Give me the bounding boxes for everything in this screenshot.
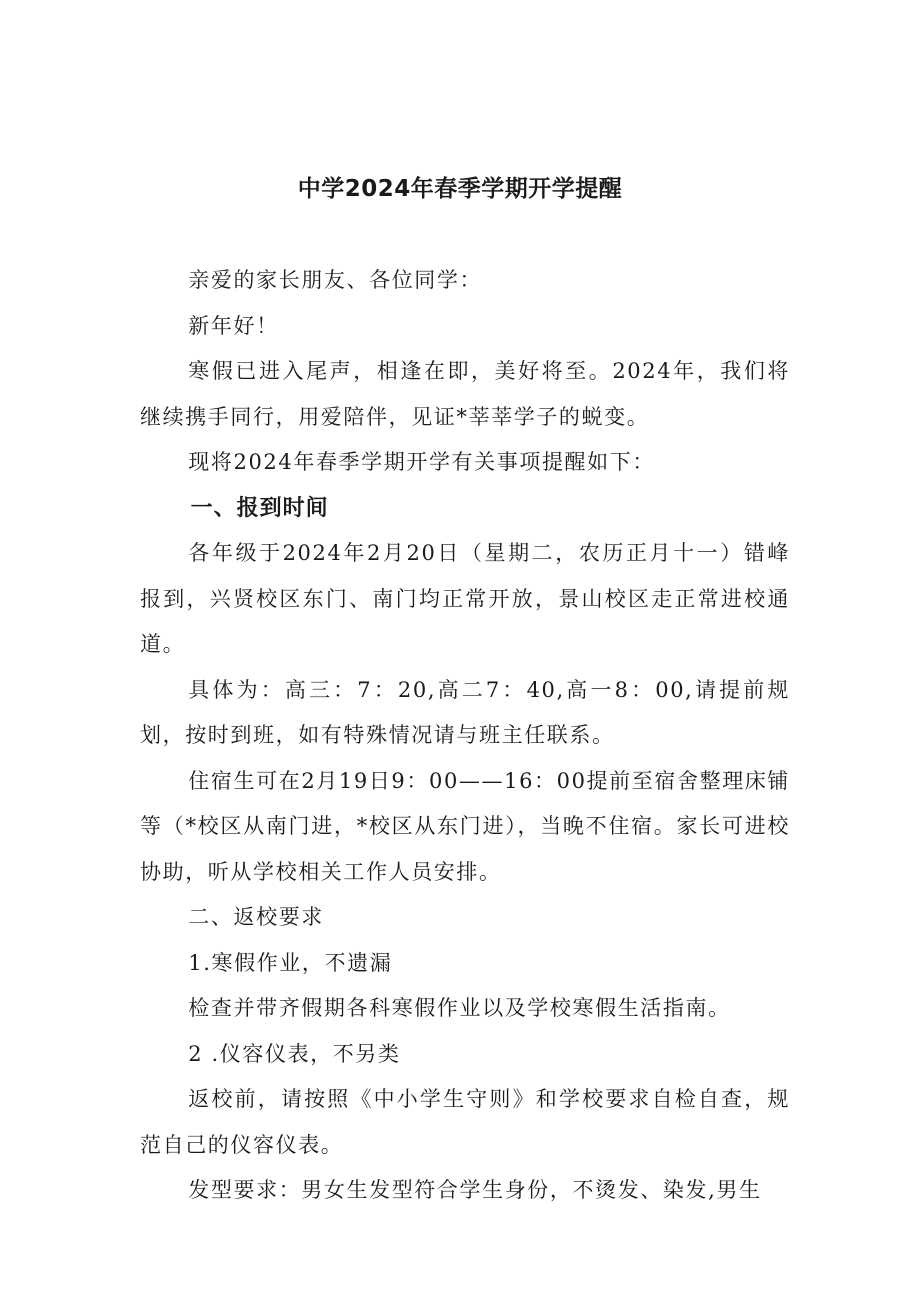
homework-paragraph: 检查并带齐假期各科寒假作业以及学校寒假生活指南。 [188,996,731,1020]
greeting: 新年好！ [188,313,279,338]
salutation: 亲爱的家长朋友、各位同学： [188,268,483,292]
registration-date-paragraph: 各年级于2024年2月20日（星期二，农历正月十一）错峰报到，兴贤校区东门、南门均正常开放，景山校区走正常进校通道。 [140,541,790,656]
appearance-paragraph: 返校前，请按照《中小学生守则》和学校要求自检自查，规范自己的仪容仪表。 [140,1087,790,1157]
notice-lead: 现将2024年春季学期开学有关事项提醒如下： [188,450,655,474]
document-body [140,258,790,1214]
registration-times-paragraph: 具体为：高三：7：20,高二7：40,高一8：00,请提前规划，按时到班，如有特殊情况请与班主任联系。 [140,677,790,747]
intro-paragraph: 寒假已进入尾声，相逢在即，美好将至。2024年，我们将继续携手同行，用爱陪伴，见证*莘莘学子的蜕变。 [140,359,790,429]
hairstyle-paragraph: 发型要求：男女生发型符合学生身份，不烫发、染发,男生 [188,1178,762,1202]
document-title: 中学2024年春季学期开学提醒 [297,176,623,202]
subheading-homework: 1.寒假作业，不遗漏 [188,950,393,975]
section-heading-registration: 一、报到时间 [190,495,329,521]
section-heading-requirements: 二、返校要求 [188,905,324,929]
boarding-paragraph: 住宿生可在2月19日9：00——16：00提前至宿舍整理床铺等（*校区从南门进，*校区从东门进），当晚不住宿。家长可进校协助，听从学校相关工作人员安排。 [140,768,790,884]
subheading-appearance: 2 .仪容仪表，不另类 [188,1041,401,1066]
